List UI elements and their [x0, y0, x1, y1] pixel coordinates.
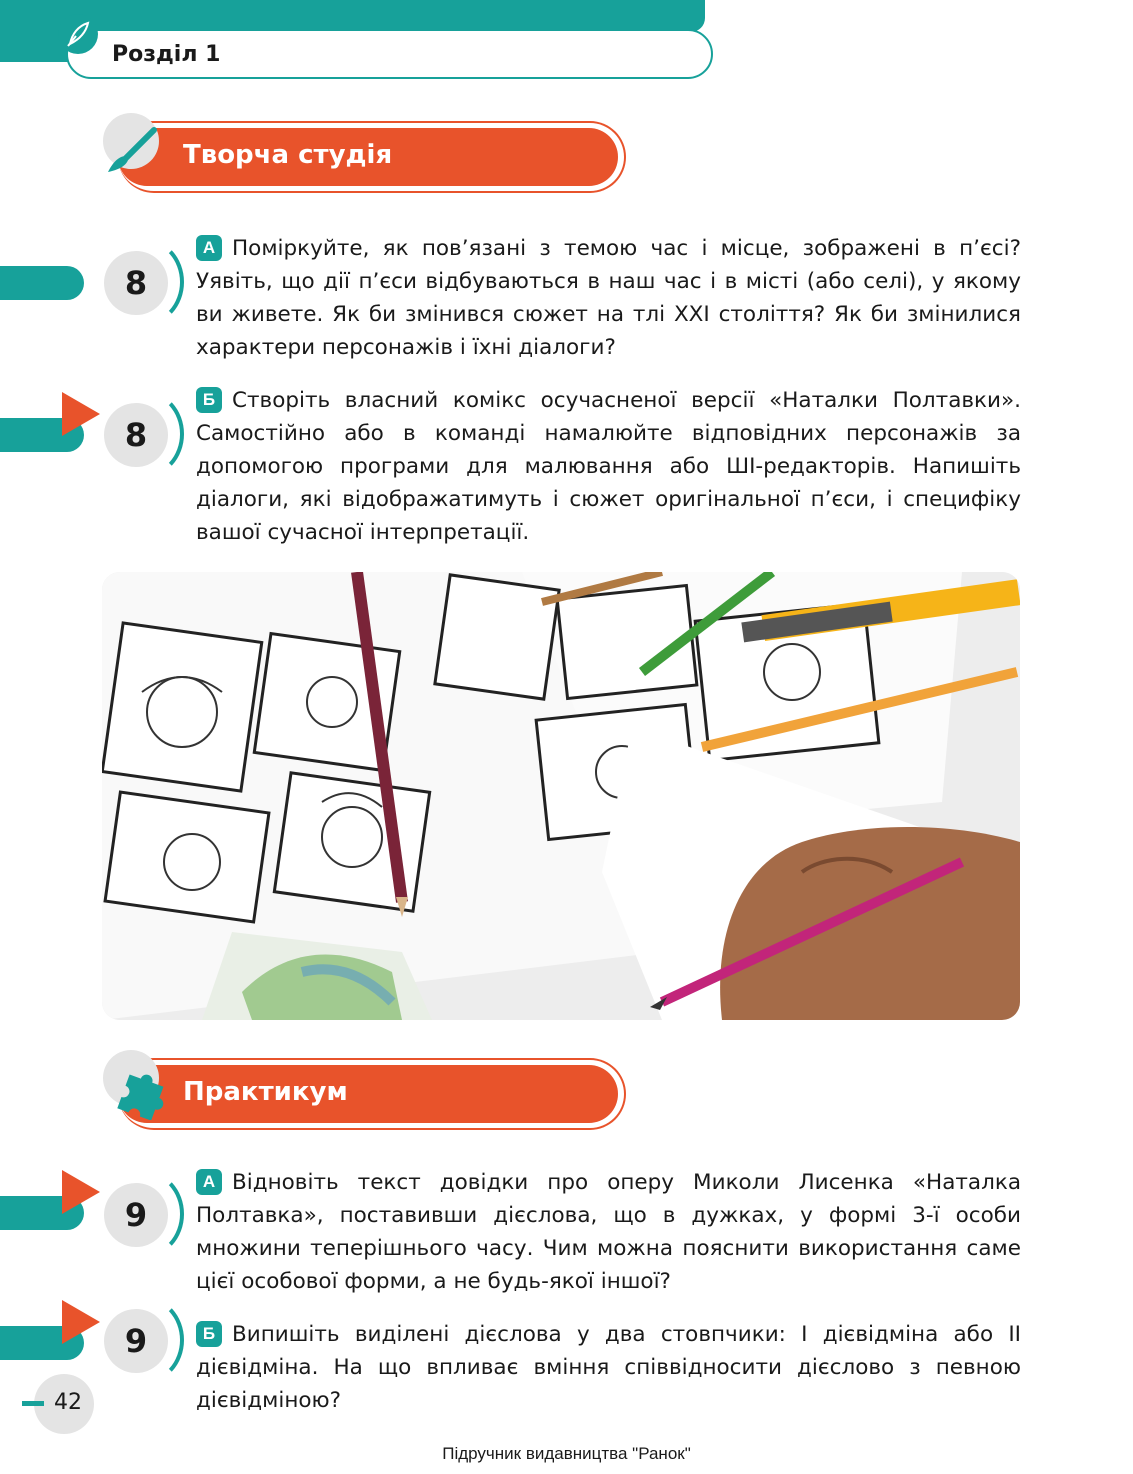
header-teal-bar: [0, 0, 705, 32]
task-text-9a: [196, 1166, 1021, 1298]
task-body-8a: Поміркуйте, як пов’язані з темою час і місце, зображені в п’єсі? Уявіть, що дії п’єси відбуваються в наш час і в місті (або селі), у якому ви живете. Як би змінився сюжет на тлі XXI століття? Як би змінилися характери персонажів і їхні діалоги?: [196, 236, 1021, 360]
section-title-practice: Практикум: [183, 1077, 348, 1107]
task-body-9b: Випишіть виділені дієслова у два стовпчики: I дієвідміна або II дієвідміна. На що впливає вміння співвідносити дієслово з певною дієвідміною?: [196, 1322, 1021, 1413]
task-badge-9a: А: [196, 1169, 222, 1195]
chapter-title: Розділ 1: [112, 42, 221, 67]
task-number-8a: 8: [104, 251, 168, 315]
publisher-note: Підручник видавництва "Ранок": [442, 1444, 691, 1463]
task-badge-9b: Б: [196, 1321, 222, 1347]
task-number-9b: 9: [104, 1309, 168, 1373]
arrow-icon: [62, 392, 100, 436]
task-text-8b: [196, 384, 1021, 549]
task-text-8a: [196, 232, 1021, 364]
task-badge-8b: Б: [196, 387, 222, 413]
page-number-dash: [22, 1401, 44, 1406]
task-tab-8a: [0, 266, 84, 300]
arrow-icon: [62, 1300, 100, 1344]
puzzle-icon: [115, 1066, 169, 1120]
feather-icon: [58, 14, 98, 54]
task-badge-8a: А: [196, 235, 222, 261]
task-body-8b: Створіть власний комікс осучасненої версії «Наталки Полтавки». Самостійно або в команді намалюйте відповідних персонажів за допомогою програми для малювання або ШІ-редакторів. Напишіть діалоги, які відображатимуть і сюжет оригінальної п’єси, і специфіку вашої сучасної інтерпретації.: [196, 388, 1021, 545]
page-number: 42: [54, 1390, 82, 1415]
task-text-9b: [196, 1318, 1021, 1417]
task-number-8b: 8: [104, 403, 168, 467]
task-body-9a: Відновіть текст довідки про оперу Миколи Лисенка «Наталка Полтавка», поставивши дієслова, що в дужках, у формі 3-ї особи множини теперішнього часу. Чим можна пояснити використання саме цієї особової форми, а не будь-якої іншої?: [196, 1170, 1021, 1294]
arrow-icon: [62, 1170, 100, 1214]
comic-drawing-photo: [102, 572, 1020, 1020]
section-title-creative: Творча студія: [183, 140, 393, 170]
brush-icon: [104, 124, 160, 174]
task-number-9a: 9: [104, 1183, 168, 1247]
